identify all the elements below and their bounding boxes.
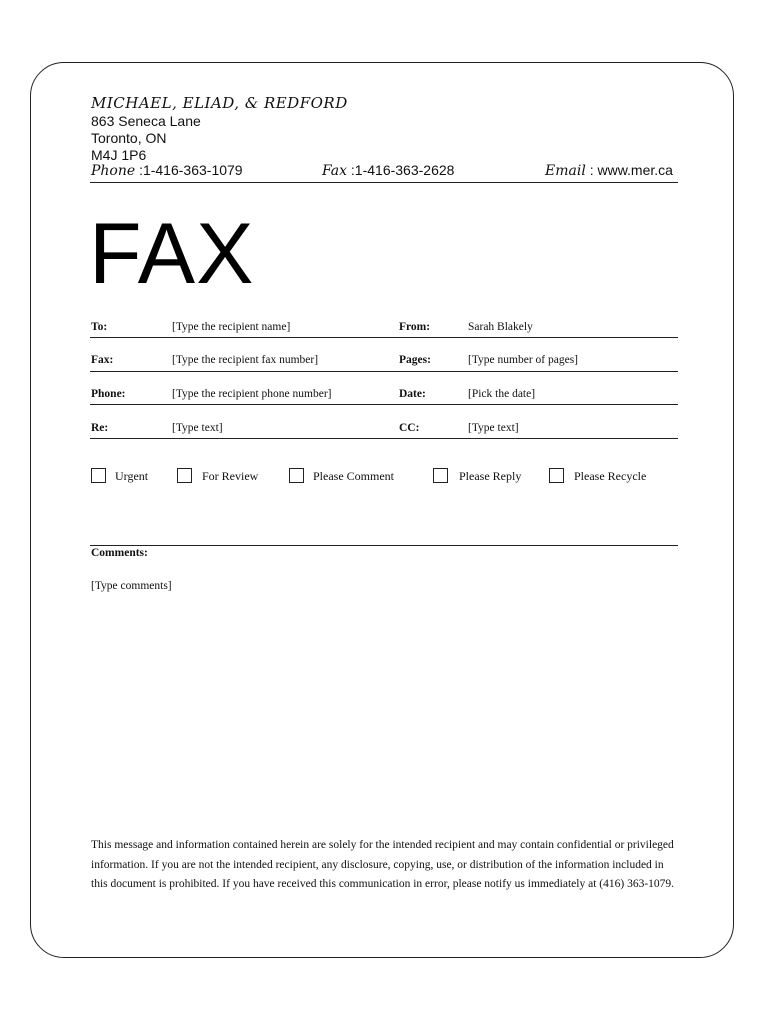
firm-name: MICHAEL, ELIAD, & REDFORD xyxy=(91,94,348,112)
from-label: From: xyxy=(399,321,431,333)
fax-title: FAX xyxy=(89,206,255,302)
fax-field-label: Fax: xyxy=(91,354,114,366)
email-value: : www.mer.ca xyxy=(589,162,673,178)
letterhead-rule xyxy=(90,182,678,183)
row-divider xyxy=(90,404,678,405)
please-comment-label: Please Comment xyxy=(313,469,394,483)
to-field[interactable]: [Type the recipient name] xyxy=(172,321,291,333)
phone-value: :1-416-363-1079 xyxy=(139,162,243,178)
from-field[interactable]: Sarah Blakely xyxy=(468,321,533,333)
please-reply-checkbox[interactable] xyxy=(433,468,448,483)
phone-field[interactable]: [Type the recipient phone number] xyxy=(172,388,332,400)
comments-rule xyxy=(90,545,678,546)
please-recycle-checkbox[interactable] xyxy=(549,468,564,483)
pages-field[interactable]: [Type number of pages] xyxy=(468,354,579,366)
address-postal: M4J 1P6 xyxy=(91,147,147,163)
phone-field-label: Phone: xyxy=(91,388,126,400)
cc-field[interactable]: [Type text] xyxy=(468,422,519,434)
page-border xyxy=(30,62,734,958)
urgent-checkbox[interactable] xyxy=(91,468,106,483)
for-review-label: For Review xyxy=(202,469,259,483)
please-reply-label: Please Reply xyxy=(459,469,522,483)
date-field[interactable]: [Pick the date] xyxy=(468,388,536,400)
row-divider xyxy=(90,371,678,372)
date-label: Date: xyxy=(399,388,426,400)
confidentiality-notice: This message and information contained herein are solely for the intended recipient and may contain confidential or privileged information. If you are not the intended recipient, any disclosure, copying, use, or distribution of the information included in this document is prohibited. If you have received this communication in error, please notify us immediately at (416) 363-1079. xyxy=(91,839,675,890)
row-divider xyxy=(90,337,678,338)
fax-value: :1-416-363-2628 xyxy=(350,162,455,178)
comments-label: Comments: xyxy=(91,547,148,559)
phone-label: Phone xyxy=(91,163,136,179)
urgent-label: Urgent xyxy=(115,469,149,483)
re-label: Re: xyxy=(91,422,109,434)
fax-field[interactable]: [Type the recipient fax number] xyxy=(172,354,319,366)
comments-field[interactable]: [Type comments] xyxy=(91,580,172,592)
contact-fax xyxy=(322,162,454,179)
address-street: 863 Seneca Lane xyxy=(91,113,201,129)
fax-label: Fax xyxy=(322,163,348,179)
address-city: Toronto, ON xyxy=(91,130,167,146)
please-comment-checkbox[interactable] xyxy=(289,468,304,483)
cc-label: CC: xyxy=(399,422,420,434)
pages-label: Pages: xyxy=(399,354,431,366)
to-label: To: xyxy=(91,321,108,333)
email-label: Email xyxy=(545,163,586,179)
row-divider xyxy=(90,438,678,439)
for-review-checkbox[interactable] xyxy=(177,468,192,483)
re-field[interactable]: [Type text] xyxy=(172,422,223,434)
contact-email xyxy=(545,162,673,179)
contact-phone xyxy=(91,162,243,179)
please-recycle-label: Please Recycle xyxy=(574,469,647,483)
